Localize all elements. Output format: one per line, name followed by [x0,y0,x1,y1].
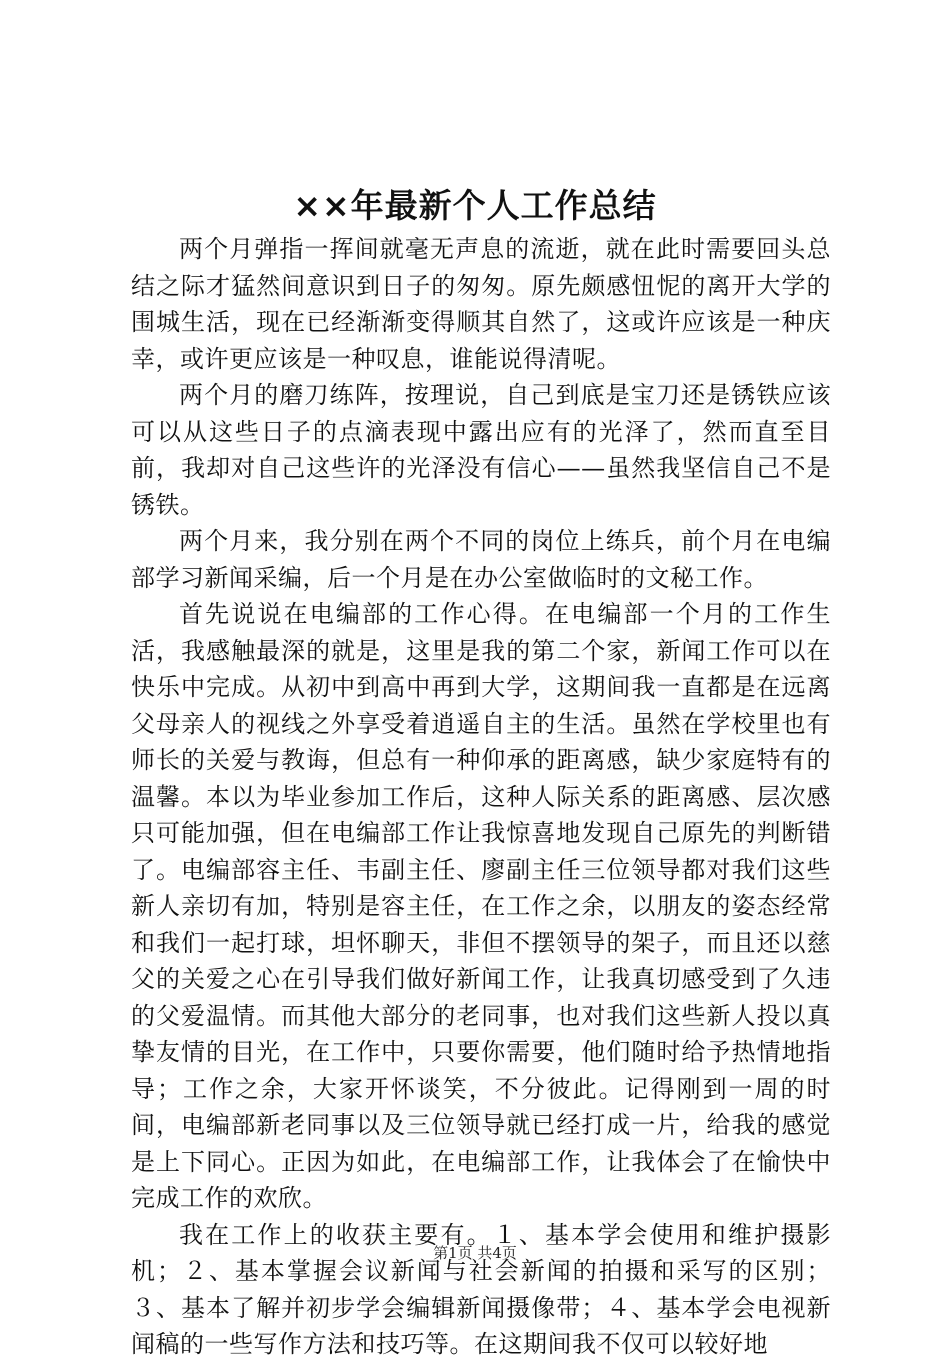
paragraph-1: 两个月弹指一挥间就毫无声息的流逝，就在此时需要回头总结之际才猛然间意识到日子的匆匆。原先颇感忸怩的离开大学的围城生活，现在已经渐渐变得顺其自然了，这或许应该是一种庆幸，或许更应该是一种叹息，谁能说得清呢。 [131,235,831,373]
document-body [131,231,831,1363]
paragraph-4: 首先说说在电编部的工作心得。在电编部一个月的工作生活，我感触最深的就是，这里是我的第二个家，新闻工作可以在快乐中完成。从初中到高中再到大学，这期间我一直都是在远离父母亲人的视线之外享受着逍遥自主的生活。虽然在学校里也有师长的关爱与教诲，但总有一种仰承的距离感，缺少家庭特有的温馨。本以为毕业参加工作后，这种人际关系的距离感、层次感只可能加强，但在电编部工作让我惊喜地发现自己原先的判断错了。电编部容主任、韦副主任、廖副主任三位领导都对我们这些新人亲切有加，特别是容主任，在工作之余，以朋友的姿态经常和我们一起打球，坦怀聊天，非但不摆领导的架子，而且还以慈父的关爱之心在引导我们做好新闻工作，让我真切感受到了久违的父爱温情。而其他大部分的老同事，也对我们这些新人投以真挚友情的目光，在工作中，只要你需要，他们随时给予热情地指导；工作之余，大家开怀谈笑，不分彼此。记得刚到一周的时间，电编部新老同事以及三位领导就已经打成一片，给我的感觉是上下同心。正因为如此，在电编部工作，让我体会了在愉快中完成工作的欢欣。 [131,600,831,1212]
document-title: ××年最新个人工作总结 [293,186,657,225]
paragraph-5: 我在工作上的收获主要有。１、基本学会使用和维护摄影机；２、基本掌握会议新闻与社会新闻的拍摄和采写的区别；３、基本了解并初步学会编辑新闻摄像带；４、基本学会电视新闻稿的一些写作方法和技巧等。在这期间我不仅可以较好地 [131,1220,831,1358]
paragraph-3: 两个月来，我分别在两个不同的岗位上练兵，前个月在电编部学习新闻采编，后一个月是在办公室做临时的文秘工作。 [131,527,831,592]
paragraph-2: 两个月的磨刀练阵，按理说，自己到底是宝刀还是锈铁应该可以从这些日子的点滴表现中露出应有的光泽了，然而直至目前，我却对自己这些许的光泽没有信心——虽然我坚信自己不是锈铁。 [131,381,831,519]
page-number-footer: 第1页 共4页 [433,1244,517,1262]
